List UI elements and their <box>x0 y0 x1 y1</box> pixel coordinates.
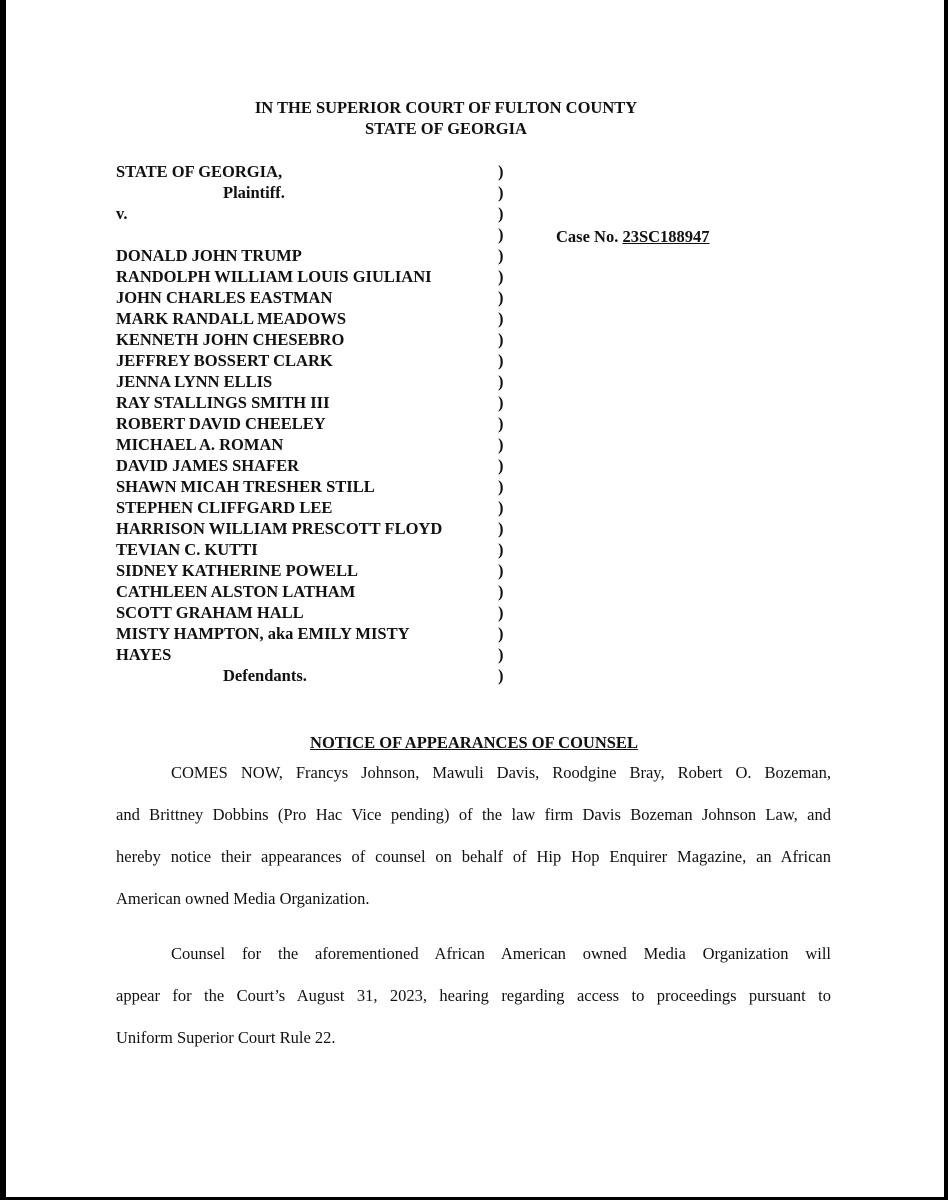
caption-paren: ) <box>498 393 504 412</box>
defendant-name: RAY STALLINGS SMITH III <box>116 393 330 412</box>
defendant-name: SHAWN MICAH TRESHER STILL <box>116 477 375 496</box>
caption-paren: ) <box>498 267 504 286</box>
defendant-name: HARRISON WILLIAM PRESCOTT FLOYD <box>116 519 443 538</box>
caption-paren: ) <box>498 288 504 307</box>
defendant-name: TEVIAN C. KUTTI <box>116 540 258 559</box>
paragraph-counsel <box>116 933 831 1059</box>
caption-spacer <box>116 224 506 245</box>
paragraph-line: Counsel for the aforementioned African American owned Media Organization will <box>171 944 831 963</box>
case-number-value: 23SC188947 <box>622 227 710 246</box>
defendant-name: RANDOLPH WILLIAM LOUIS GIULIANI <box>116 267 432 286</box>
defendant-name: ROBERT DAVID CHEELEY <box>116 414 326 433</box>
defendant-name: KENNETH JOHN CHESEBRO <box>116 330 345 349</box>
defendant-name: CATHLEEN ALSTON LATHAM <box>116 582 356 601</box>
page-border-left <box>0 0 6 1200</box>
caption-paren: ) <box>498 477 504 496</box>
caption-paren: ) <box>498 183 504 202</box>
defendant-name: STEPHEN CLIFFGARD LEE <box>116 498 333 517</box>
caption-paren: ) <box>498 372 504 391</box>
caption-paren: ) <box>498 540 504 559</box>
defendant-name: JEFFREY BOSSERT CLARK <box>116 351 333 370</box>
caption-paren: ) <box>498 204 504 223</box>
defendant-name: DONALD JOHN TRUMP <box>116 246 302 265</box>
plaintiff-label: Plaintiff. <box>223 183 285 202</box>
court-state: STATE OF GEORGIA <box>365 119 527 138</box>
caption-paren: ) <box>498 561 504 580</box>
paragraph-line: COMES NOW, Francys Johnson, Mawuli Davis, Roodgine Bray, Robert O. Bozeman, <box>171 763 831 782</box>
court-name: IN THE SUPERIOR COURT OF FULTON COUNTY <box>254 98 638 117</box>
defendant-name: MARK RANDALL MEADOWS <box>116 309 347 328</box>
caption-paren: ) <box>498 666 504 685</box>
versus-label: v. <box>116 204 128 223</box>
caption-paren: ) <box>498 309 504 328</box>
caption-paren: ) <box>498 435 504 454</box>
defendants-label: Defendants. <box>223 666 307 685</box>
page-border-right <box>944 0 948 1200</box>
paragraph-comes-now <box>116 752 831 920</box>
caption-paren: ) <box>498 225 504 244</box>
notice-title: NOTICE OF APPEARANCES OF COUNSEL <box>310 733 638 752</box>
defendant-name: SIDNEY KATHERINE POWELL <box>116 561 359 580</box>
case-number-label: Case No. <box>556 227 619 246</box>
caption-paren: ) <box>498 582 504 601</box>
paragraph-line: appear for the Court’s August 31, 2023, hearing regarding access to proceedings pursuant to <box>116 986 831 1005</box>
caption-paren: ) <box>498 414 504 433</box>
paragraph-line: hereby notice their appearances of counsel on behalf of Hip Hop Enquirer Magazine, an African <box>116 847 831 866</box>
defendant-name: JOHN CHARLES EASTMAN <box>116 288 333 307</box>
defendant-name: JENNA LYNN ELLIS <box>116 372 273 391</box>
caption-paren: ) <box>498 330 504 349</box>
defendant-name: MICHAEL A. ROMAN <box>116 435 284 454</box>
caption-paren: ) <box>498 498 504 517</box>
plaintiff-name: STATE OF GEORGIA, <box>116 162 283 181</box>
caption-paren: ) <box>498 603 504 622</box>
caption-parentheses <box>498 161 510 686</box>
caption-paren: ) <box>498 351 504 370</box>
case-caption <box>116 161 506 686</box>
caption-paren: ) <box>498 519 504 538</box>
caption-paren: ) <box>498 624 504 643</box>
caption-paren: ) <box>498 456 504 475</box>
caption-paren: ) <box>498 645 504 664</box>
paragraph-line: Uniform Superior Court Rule 22. <box>116 1028 336 1047</box>
paragraph-line: and Brittney Dobbins (Pro Hac Vice pending) of the law firm Davis Bozeman Johnson Law, and <box>116 805 831 824</box>
paragraph-line: American owned Media Organization. <box>116 889 370 908</box>
defendant-name: DAVID JAMES SHAFER <box>116 456 300 475</box>
caption-paren: ) <box>498 162 504 181</box>
defendant-name: HAYES <box>116 645 172 664</box>
defendant-name: MISTY HAMPTON, aka EMILY MISTY <box>116 624 410 643</box>
case-number <box>556 226 710 247</box>
caption-paren: ) <box>498 246 504 265</box>
defendant-name: SCOTT GRAHAM HALL <box>116 603 304 622</box>
